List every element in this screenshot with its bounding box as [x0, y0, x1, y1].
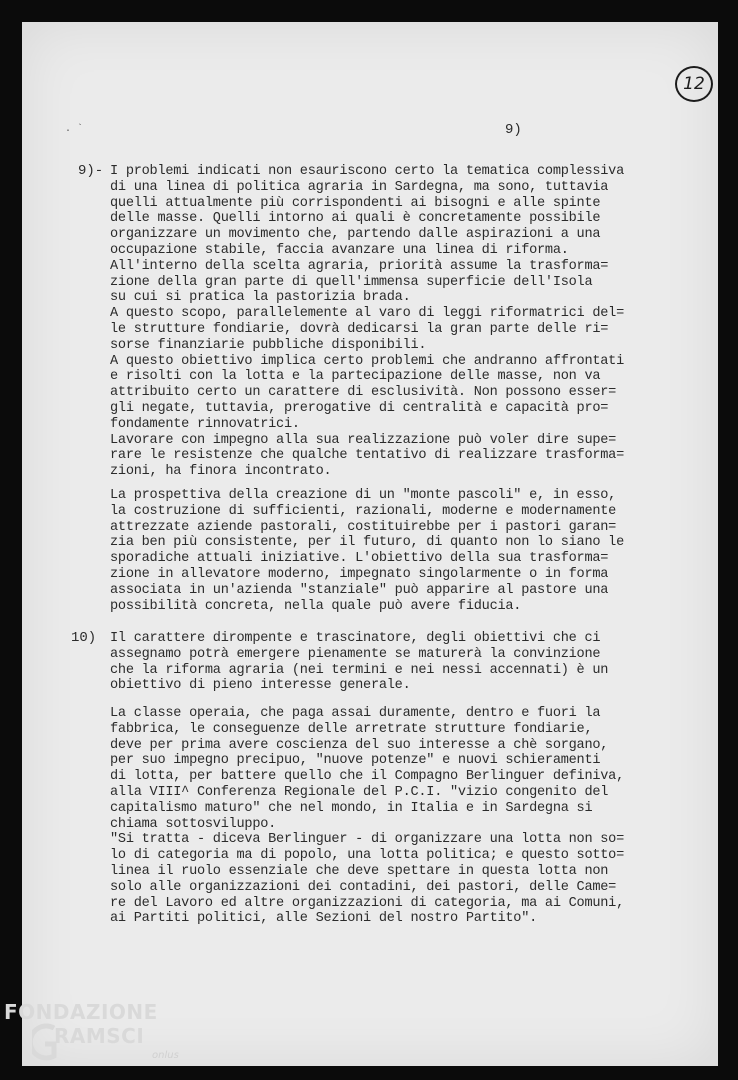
- text-line: sporadiche attuali iniziative. L'obiettivo della sua trasforma=: [110, 551, 609, 567]
- text-line: attribuito certo un carattere di esclusività. Non possono esser=: [110, 385, 617, 401]
- text-line: linea il ruolo essenziale che deve spettare in questa lotta non: [110, 863, 609, 879]
- text-line: fondamente rinnovatrici.: [110, 416, 300, 432]
- text-line: fabbrica, le conseguenze delle arretrate strutture fondiarie,: [110, 721, 593, 737]
- text-line: associata in un'azienda "stanziale" può apparire al pastore una: [110, 582, 609, 598]
- text-line: delle masse. Quelli intorno ai quali è concretamente possibile: [110, 211, 601, 227]
- text-line: assegnamo potrà emergere pienamente se maturerà la convinzione: [110, 646, 601, 662]
- text-line: capitalismo maturo" che nel mondo, in Italia e in Sardegna si: [110, 800, 593, 816]
- text-line: gli negate, tuttavia, prerogative di centralità e capacità pro=: [110, 400, 609, 416]
- page-number: 9): [505, 122, 522, 138]
- text-line: lo di categoria ma di popolo, una lotta politica; e questo sotto=: [110, 848, 624, 864]
- text-line: zia ben più consistente, per il futuro, di quanto non lo siano le: [110, 535, 624, 551]
- text-line: che la riforma agraria (nei termini e nei nessi accennati) è un: [110, 662, 609, 678]
- watermark-suffix: onlus: [152, 1050, 179, 1061]
- text-line: su cui si pratica la pastorizia brada.: [110, 290, 411, 306]
- text-line: ai Partiti politici, alle Sezioni del nostro Partito".: [110, 911, 538, 927]
- text-line: chiama sottosviluppo.: [110, 816, 277, 832]
- text-line: rare le resistenze che qualche tentativo di realizzare trasforma=: [110, 448, 624, 464]
- text-line: per suo impegno precipuo, "nuove potenze" e nuovi schieramenti: [110, 753, 601, 769]
- text-line: possibilità concreta, nella quale può avere fiducia.: [110, 598, 522, 614]
- section-10-paragraph-2: [110, 706, 650, 927]
- text-line: alla VIII^ Conferenza Regionale del P.C.I. "vizio congenito del: [110, 784, 609, 800]
- section-10-paragraph-1: [110, 631, 650, 694]
- text-line: zione in allevatore moderno, impegnato singolarmente o in forma: [110, 566, 609, 582]
- archive-page-mark-label: 12: [683, 74, 705, 94]
- text-line: I problemi indicati non esauriscono certo la tematica complessiva: [110, 164, 624, 179]
- text-line: occupazione stabile, faccia avanzare una linea di riforma.: [110, 242, 569, 258]
- text-line: attrezzate aziende pastorali, costituirebbe per i pastori garan=: [110, 519, 617, 535]
- text-line: quelli attualmente più corrispondenti ai bisogni e alle spinte: [110, 195, 601, 211]
- text-line: Il carattere dirompente e trascinatore, degli obiettivi che ci: [110, 631, 601, 646]
- text-line: La classe operaia, che paga assai duramente, dentro e fuori la: [110, 706, 601, 721]
- text-line: La prospettiva della creazione di un "monte pascoli" e, in esso,: [110, 488, 617, 503]
- archive-page-mark: [675, 66, 713, 102]
- text-line: la costruzione di sufficienti, razionali, moderne e modernamente: [110, 503, 617, 519]
- section-9-paragraph-2: [110, 488, 650, 614]
- text-line: deve per prima avere coscienza del suo interesse a chè sorgano,: [110, 737, 609, 753]
- text-line: e risolti con la lotta e la partecipazione delle masse, non va: [110, 369, 601, 385]
- text-line: Lavorare con impegno alla sua realizzazione può voler dire supe=: [110, 432, 617, 448]
- text-line: "Si tratta - diceva Berlinguer - di organizzare una lotta non so=: [110, 832, 624, 848]
- text-line: sorse finanziarie pubbliche disponibili.: [110, 337, 427, 353]
- fondazione-gramsci-watermark: [4, 1000, 194, 1076]
- text-line: A questo obiettivo implica certo problemi che andranno affrontati: [110, 353, 624, 369]
- stray-marks: . `: [65, 124, 84, 135]
- section-marker-9: 9)-: [78, 163, 104, 179]
- text-line: le strutture fondiarie, dovrà dedicarsi la gran parte delle ri=: [110, 321, 609, 337]
- text-line: di una linea di politica agraria in Sardegna, ma sono, tuttavia: [110, 179, 609, 195]
- text-line: solo alle organizzazioni dei contadini, dei pastori, delle Came=: [110, 879, 617, 895]
- watermark-line2: RAMSCI: [54, 1024, 145, 1048]
- text-line: zioni, ha finora incontrato.: [110, 464, 332, 480]
- watermark-line1: FONDAZIONE: [4, 1000, 158, 1024]
- text-line: A questo scopo, parallelemente al varo di leggi riformatrici del=: [110, 306, 624, 322]
- text-line: obiettivo di pieno interesse generale.: [110, 678, 411, 694]
- text-line: re del Lavoro ed altre organizzazioni di categoria, ma ai Comuni,: [110, 895, 624, 911]
- text-line: di lotta, per battere quello che il Compagno Berlinguer definiva,: [110, 769, 624, 785]
- section-marker-10: 10): [71, 630, 97, 646]
- text-line: zione della gran parte di quell'immensa superficie dell'Isola: [110, 274, 593, 290]
- section-9-paragraph-1: [110, 164, 650, 480]
- text-line: All'interno della scelta agraria, priorità assume la trasforma=: [110, 258, 609, 274]
- text-line: organizzare un movimento che, partendo dalle aspirazioni a una: [110, 227, 601, 243]
